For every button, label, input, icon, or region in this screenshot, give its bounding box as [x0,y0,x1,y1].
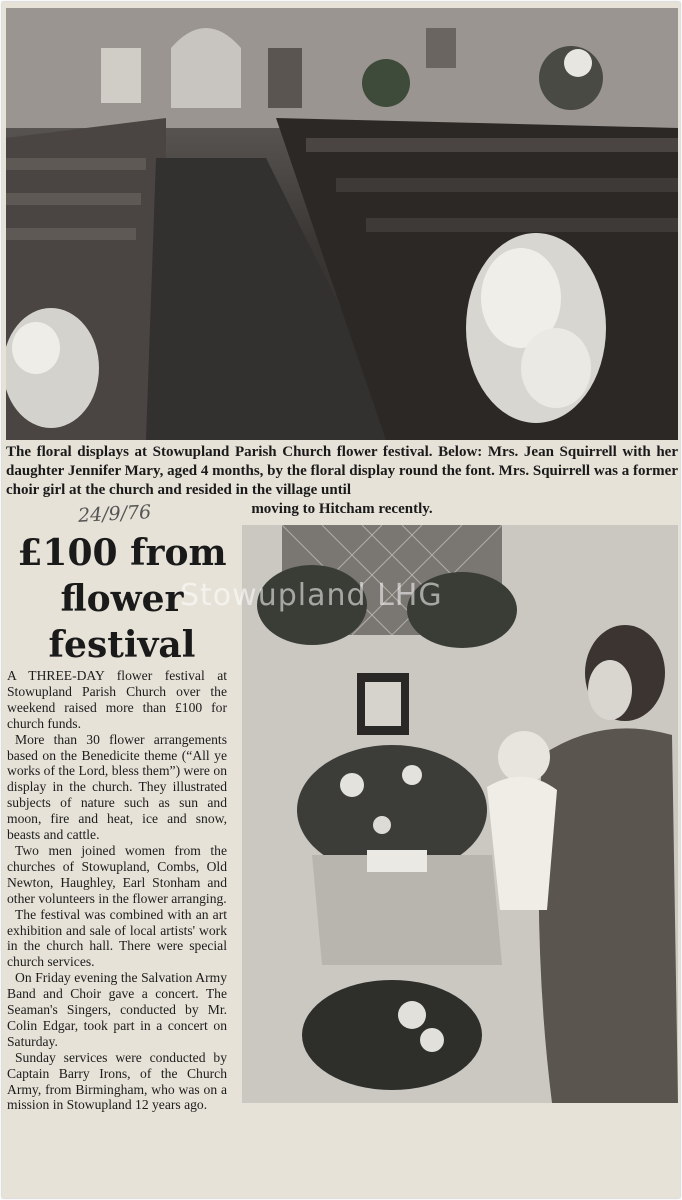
woman-face [588,660,632,720]
font-card [367,850,427,872]
church-interior-photo [6,8,678,440]
article-paragraph: More than 30 flower arrangements based on the Benedicite theme (“All ye works of the Lord, bless them”) were on display in the church. They illustrated subjects of nature such as sun and moon, fire and heat, ice and snow, beasts and cattle. [7,731,227,843]
watermark: Stowupland LHG [180,578,443,613]
article-body [7,668,227,1113]
church-interior-illustration [6,8,678,440]
caption-text: The floral displays at Stowupland Parish Church flower festival. Below: Mrs. Jean Squirrell with her daughter Jennifer Mary, aged 4 months, by the floral display round the font. Mrs. Squirrell was a former choir girl at the church and resided in the village until [6,444,678,498]
caption-last-line: moving to Hitcham recently. [251,501,433,517]
woman-coat [539,728,678,1103]
window [426,28,456,68]
floor-flowers [302,980,482,1090]
white-flowers [564,49,592,77]
article-paragraph: On Friday evening the Salvation Army Band and Choir gave a concert. The Seaman's Singers, conducted by Mr. Colin Edgar, took part in a concert on Saturday. [7,970,227,1049]
article-paragraph: A THREE-DAY flower festival at Stowupland Parish Church over the weekend raised more than £100 for church funds. [7,668,227,731]
article-paragraph: Two men joined women from the churches of Stowupland, Combs, Old Newton, Haughley, Earl Stonham and other volunteers in the flower arranging. [7,842,227,906]
article-paragraph: The festival was combined with an art exhibition and sale of local artists' work in the church hall. There were special church services. [7,906,227,970]
arched-window [171,28,241,108]
headline: £100 from flower festival [17,532,227,666]
window [268,48,302,108]
left-floral-display [6,308,99,428]
flower-arrangement [362,59,410,107]
window [101,48,141,103]
handwritten-date: 24/9/76 [77,501,152,527]
baby-head [498,731,550,783]
article-paragraph: Sunday services were conducted by Captain Barry Irons, of the Church Army, from Birmingham, who was on a mission in Stowupland 12 years ago. [7,1049,227,1113]
